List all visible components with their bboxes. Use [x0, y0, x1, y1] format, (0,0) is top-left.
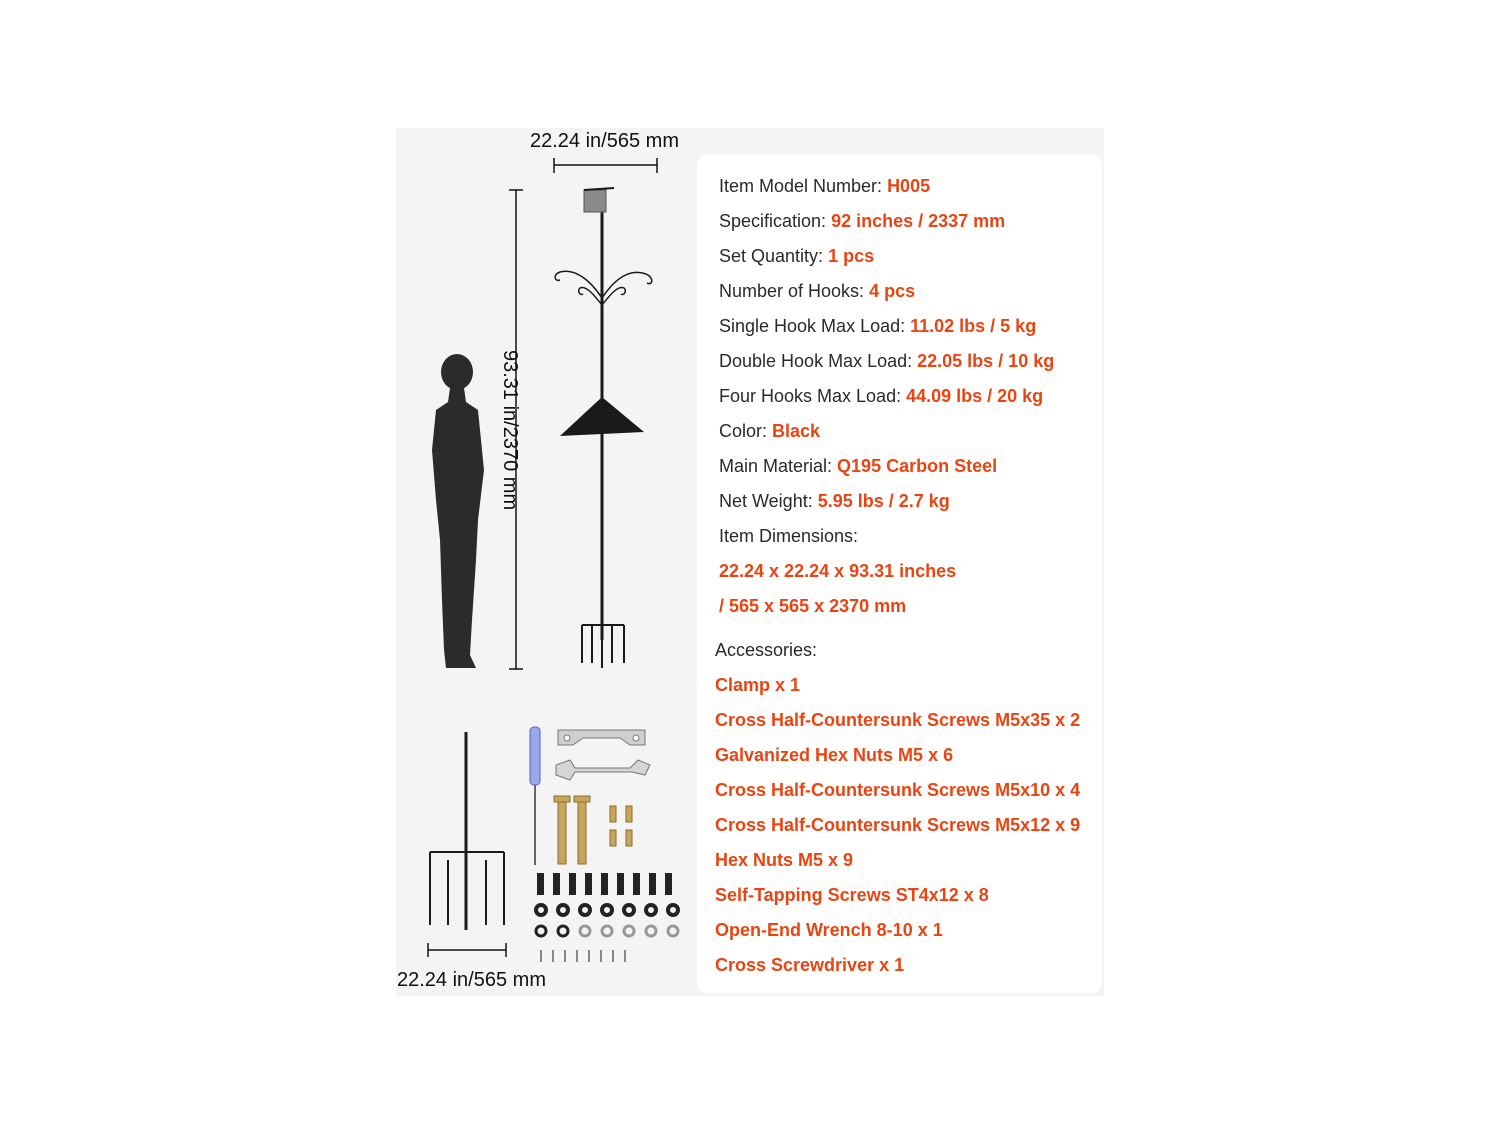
accessory-item: Galvanized Hex Nuts M5 x 6: [715, 745, 954, 765]
clamp-icon: [558, 730, 645, 745]
base-dimension-line: [428, 943, 506, 957]
black-screws-icon: [537, 873, 672, 895]
spec-item-model: Item Model Number: H005: [719, 176, 931, 196]
height-dimension-line: [509, 190, 523, 669]
item-dimensions-mm: / 565 x 565 x 2370 mm: [719, 596, 907, 616]
spec-double-hook-load: Double Hook Max Load: 22.05 lbs / 10 kg: [719, 351, 1055, 371]
short-screws-icon: [610, 806, 632, 846]
accessory-item: Cross Half-Countersunk Screws M5x10 x 4: [715, 780, 1081, 800]
top-dimension-line: [554, 158, 657, 173]
spec-number-of-hooks: Number of Hooks: 4 pcs: [719, 281, 916, 301]
accessory-item: Self-Tapping Screws ST4x12 x 8: [715, 885, 989, 905]
item-dimensions-label: Item Dimensions:: [719, 526, 859, 546]
spec-specification: Specification: 92 inches / 2337 mm: [719, 211, 1006, 231]
base-width-label: 22.24 in/565 mm: [397, 969, 546, 991]
spec-set-quantity: Set Quantity: 1 pcs: [719, 246, 875, 266]
height-label: 93.31 in/2370 mm: [499, 350, 521, 511]
spec-color: Color: Black: [719, 421, 821, 441]
accessory-item: Open-End Wrench 8-10 x 1: [715, 920, 943, 940]
item-dimensions-inches: 22.24 x 22.24 x 93.31 inches: [719, 561, 957, 581]
self-tapping-screws-icon: [541, 950, 625, 962]
black-nuts-icon: [536, 905, 678, 915]
human-silhouette: [432, 354, 484, 668]
accessory-item: Hex Nuts M5 x 9: [715, 850, 854, 870]
stake-detail: [430, 732, 504, 930]
spec-four-hooks-load: Four Hooks Max Load: 44.09 lbs / 20 kg: [719, 386, 1044, 406]
wrench-icon: [556, 760, 650, 780]
accessories-label: Accessories:: [715, 640, 818, 660]
long-screws-icon: [554, 796, 590, 864]
spec-net-weight: Net Weight: 5.95 lbs / 2.7 kg: [719, 491, 950, 511]
galvanized-nuts-icon: [536, 926, 678, 936]
screwdriver-icon: [530, 727, 540, 865]
accessory-item: Cross Half-Countersunk Screws M5x35 x 2: [715, 710, 1081, 730]
spec-main-material: Main Material: Q195 Carbon Steel: [719, 456, 998, 476]
shepherd-pole: [555, 188, 652, 668]
spec-single-hook-load: Single Hook Max Load: 11.02 lbs / 5 kg: [719, 316, 1037, 336]
top-width-label: 22.24 in/565 mm: [530, 130, 679, 152]
accessory-item: Cross Half-Countersunk Screws M5x12 x 9: [715, 815, 1081, 835]
accessory-item: Cross Screwdriver x 1: [715, 955, 905, 975]
accessory-item: Clamp x 1: [715, 675, 801, 695]
